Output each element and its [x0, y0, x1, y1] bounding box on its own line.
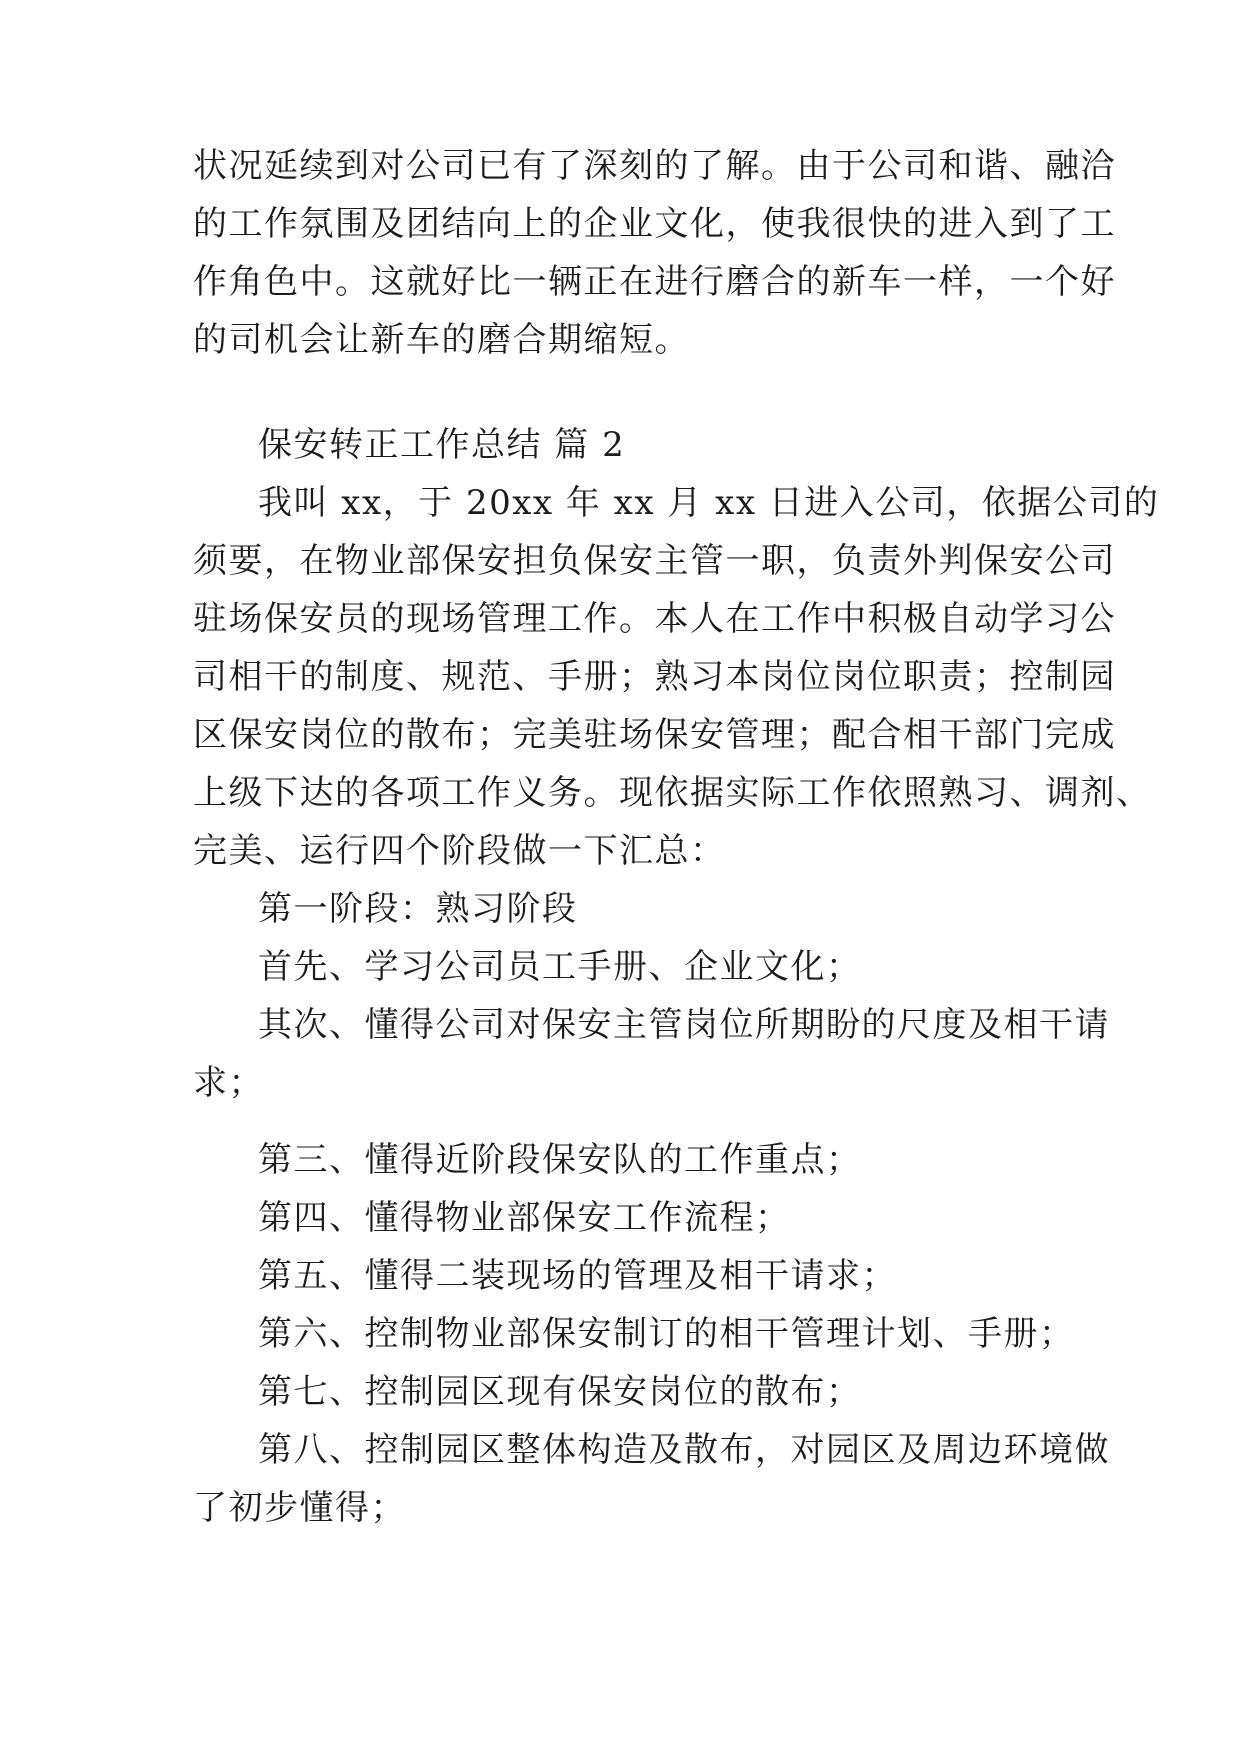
paragraph-1-line-3: 作角色中。这就好比一辆正在进行磨合的新车一样，一个好	[193, 262, 1116, 302]
paragraph-2-line-5: 区保安岗位的散布；完美驻场保安管理；配合相干部门完成	[193, 715, 1116, 755]
paragraph-1-line-4: 的司机会让新车的磨合期缩短。	[193, 320, 690, 360]
paragraph-2-line-1: 我叫 xx，于 20xx 年 xx 月 xx 日进入公司，依据公司的	[258, 483, 1160, 523]
paragraph-2-line-3: 驻场保安员的现场管理工作。本人在工作中积极自动学习公	[193, 599, 1116, 639]
list-item-fourth: 第四、懂得物业部保安工作流程；	[258, 1198, 791, 1238]
list-item-sixth: 第六、控制物业部保安制订的相干管理计划、手册；	[258, 1314, 1075, 1354]
list-item-first: 首先、学习公司员工手册、企业文化；	[258, 947, 862, 987]
paragraph-2-line-6: 上级下达的各项工作义务。现依据实际工作依照熟习、调剂、	[193, 773, 1152, 813]
paragraph-2-line-4: 司相干的制度、规范、手册；熟习本岗位岗位职责；控制园	[193, 657, 1116, 697]
section-title: 保安转正工作总结 篇 2	[258, 425, 626, 465]
paragraph-1-line-1: 状况延续到对公司已有了深刻的了解。由于公司和谐、融洽	[193, 146, 1116, 186]
list-item-third: 第三、懂得近阶段保安队的工作重点；	[258, 1140, 862, 1180]
paragraph-2-line-7: 完美、运行四个阶段做一下汇总：	[193, 831, 726, 871]
list-item-seventh: 第七、控制园区现有保安岗位的散布；	[258, 1372, 862, 1412]
list-item-second-line-1: 其次、懂得公司对保安主管岗位所期盼的尺度及相干请	[258, 1005, 1110, 1045]
list-item-second-line-2: 求；	[193, 1063, 264, 1103]
list-item-eighth-line-2: 了初步懂得；	[193, 1488, 406, 1528]
paragraph-2-line-2: 须要，在物业部保安担负保安主管一职，负责外判保安公司	[193, 541, 1116, 581]
list-item-fifth: 第五、懂得二装现场的管理及相干请求；	[258, 1256, 897, 1296]
paragraph-1-line-2: 的工作氛围及团结向上的企业文化，使我很快的进入到了工	[193, 204, 1116, 244]
stage-1-title: 第一阶段：熟习阶段	[258, 889, 578, 929]
list-item-eighth-line-1: 第八、控制园区整体构造及散布，对园区及周边环境做	[258, 1430, 1110, 1470]
